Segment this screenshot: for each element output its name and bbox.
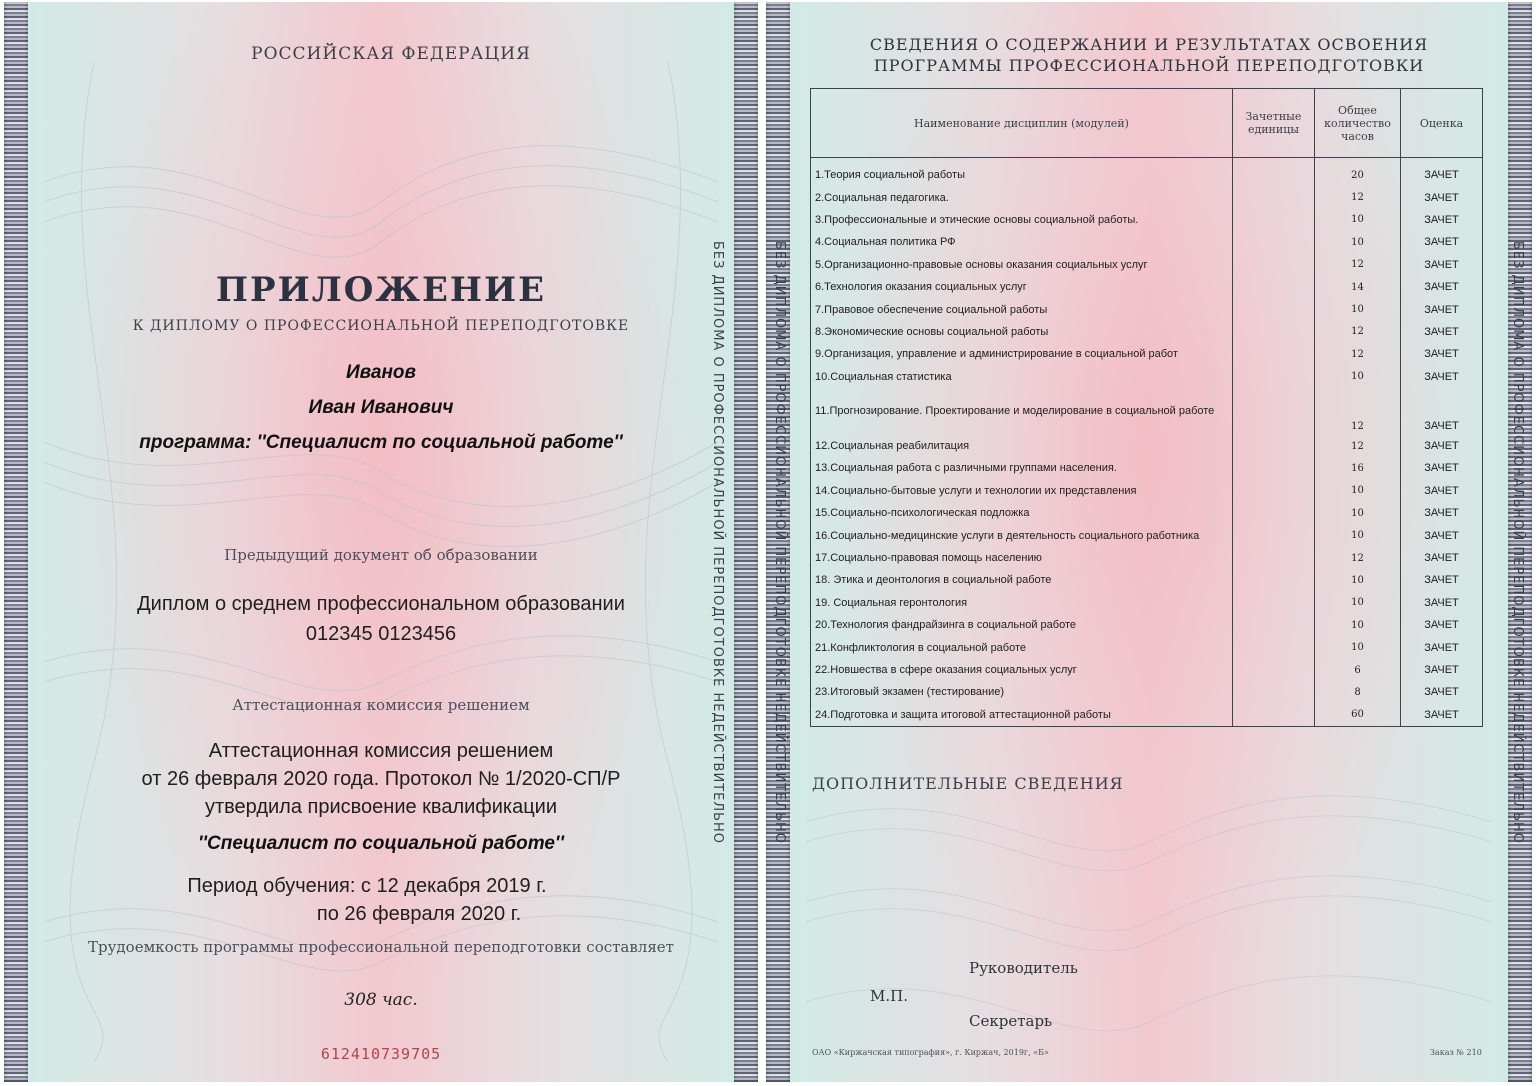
document-title: ПРИЛОЖЕНИЕ: [215, 270, 547, 310]
hours-cell: 10: [1315, 209, 1401, 231]
discipline-name-cell: 9.Организация, управление и администрирование в социальной работ: [811, 343, 1233, 365]
discipline-name-cell: 24.Подготовка и защита итоговой аттестационной работы: [811, 704, 1233, 727]
commission-label: Аттестационная комиссия решением: [232, 696, 530, 714]
document-subtitle: К ДИПЛОМУ О ПРОФЕССИОНАЛЬНОЙ ПЕРЕПОДГОТОВКЕ: [132, 318, 630, 334]
grade-cell: ЗАЧЕТ: [1401, 569, 1483, 591]
credits-cell: [1233, 186, 1315, 208]
credits-cell: [1233, 636, 1315, 658]
total-hours: 308 час.: [344, 990, 418, 1010]
credits-cell: [1233, 704, 1315, 727]
discipline-name-cell: 16.Социально-медицинские услуги в деятельность социального работника: [811, 524, 1233, 546]
hours-cell: 10: [1315, 480, 1401, 502]
credits-cell: [1233, 569, 1315, 591]
discipline-name-cell: 15.Социально-психологическая подложка: [811, 502, 1233, 524]
table-row: [811, 321, 1483, 343]
discipline-name-cell: 17.Социально-правовая помощь населению: [811, 547, 1233, 569]
credits-cell: [1233, 547, 1315, 569]
table-row: [811, 158, 1483, 187]
credits-cell: [1233, 435, 1315, 457]
hours-cell: 10: [1315, 592, 1401, 614]
grade-cell: ЗАЧЕТ: [1401, 659, 1483, 681]
discipline-name-cell: 11.Прогнозирование. Проектирование и моделирование в социальной работе: [811, 388, 1233, 435]
discipline-name-cell: 1.Теория социальной работы: [811, 158, 1233, 187]
discipline-name-cell: 23.Итоговый экзамен (тестирование): [811, 681, 1233, 703]
hours-cell: 10: [1315, 298, 1401, 320]
credits-cell: [1233, 388, 1315, 435]
credits-cell: [1233, 321, 1315, 343]
grade-cell: ЗАЧЕТ: [1401, 298, 1483, 320]
grade-cell: ЗАЧЕТ: [1401, 636, 1483, 658]
grade-cell: ЗАЧЕТ: [1401, 343, 1483, 365]
previous-document-number: 012345 0123456: [305, 623, 457, 645]
grade-cell: ЗАЧЕТ: [1401, 457, 1483, 479]
grade-cell: ЗАЧЕТ: [1401, 704, 1483, 727]
diploma-supplement-front-page: [4, 2, 758, 1082]
hours-cell: 14: [1315, 276, 1401, 298]
grade-cell: ЗАЧЕТ: [1401, 592, 1483, 614]
table-row: [811, 343, 1483, 365]
hours-cell: 8: [1315, 681, 1401, 703]
hours-cell: 10: [1315, 524, 1401, 546]
discipline-name-cell: 3.Профессиональные и этические основы социальной работы.: [811, 209, 1233, 231]
hours-cell: 10: [1315, 231, 1401, 253]
credits-cell: [1233, 276, 1315, 298]
credits-cell: [1233, 480, 1315, 502]
column-header-discipline: Наименование дисциплин (модулей): [811, 89, 1233, 158]
head-signature-label: Руководитель: [969, 959, 1078, 977]
grade-cell: ЗАЧЕТ: [1401, 158, 1483, 187]
qualification: ''Специалист по социальной работе'': [198, 833, 564, 854]
content-title-line-2: ПРОГРАММЫ ПРОФЕССИОНАЛЬНОЙ ПЕРЕПОДГОТОВКИ: [873, 56, 1425, 75]
hours-cell: 12: [1315, 321, 1401, 343]
table-row: [811, 254, 1483, 276]
table-row: [811, 231, 1483, 253]
hours-cell: 20: [1315, 158, 1401, 187]
table-row: [811, 614, 1483, 636]
stamp-place-label: М.П.: [870, 987, 908, 1005]
grade-cell: ЗАЧЕТ: [1401, 276, 1483, 298]
credits-cell: [1233, 659, 1315, 681]
credits-cell: [1233, 158, 1315, 187]
country-header: РОССИЙСКАЯ ФЕДЕРАЦИЯ: [251, 44, 531, 64]
grade-cell: ЗАЧЕТ: [1401, 524, 1483, 546]
credits-cell: [1233, 524, 1315, 546]
table-row: [811, 636, 1483, 658]
discipline-name-cell: 22.Новшества в сфере оказания социальных услуг: [811, 659, 1233, 681]
table-row: [811, 276, 1483, 298]
table-body: [811, 158, 1483, 727]
credits-cell: [1233, 366, 1315, 388]
side-validity-notice-right: БЕЗ ДИПЛОМА О ПРОФЕССИОНАЛЬНОЙ ПЕРЕПОДГОТОВКЕ НЕДЕЙСТВИТЕЛЬНО: [1510, 240, 1526, 844]
column-header-credits: Зачетные единицы: [1233, 89, 1315, 158]
content-title-line-1: СВЕДЕНИЯ О СОДЕРЖАНИИ И РЕЗУЛЬТАТАХ ОСВОЕНИЯ: [869, 35, 1429, 54]
discipline-name-cell: 21.Конфликтология в социальной работе: [811, 636, 1233, 658]
discipline-name-cell: 20.Технология фандрайзинга в социальной работе: [811, 614, 1233, 636]
hours-cell: 10: [1315, 569, 1401, 591]
holder-surname: Иванов: [345, 362, 417, 383]
hours-cell: 6: [1315, 659, 1401, 681]
previous-document-label: Предыдущий документ об образовании: [224, 546, 538, 564]
holder-given-names: Иван Иванович: [308, 397, 454, 418]
table-row: [811, 704, 1483, 727]
grade-cell: ЗАЧЕТ: [1401, 480, 1483, 502]
grade-cell: ЗАЧЕТ: [1401, 366, 1483, 388]
table-row: [811, 681, 1483, 703]
side-validity-notice: БЕЗ ДИПЛОМА О ПРОФЕССИОНАЛЬНОЙ ПЕРЕПОДГОТОВКЕ НЕДЕЙСТВИТЕЛЬНО: [710, 240, 726, 844]
discipline-name-cell: 18. Этика и деонтология в социальной работе: [811, 569, 1233, 591]
discipline-name-cell: 6.Технология оказания социальных услуг: [811, 276, 1233, 298]
commission-text-line-2: от 26 февраля 2020 года. Протокол № 1/2020-СП/Р: [141, 768, 621, 790]
grade-cell: ЗАЧЕТ: [1401, 547, 1483, 569]
table-row: [811, 186, 1483, 208]
side-validity-notice-left: БЕЗ ДИПЛОМА О ПРОФЕССИОНАЛЬНОЙ ПЕРЕПОДГОТОВКЕ НЕДЕЙСТВИТЕЛЬНО: [772, 240, 788, 844]
program-name: программа: ''Специалист по социальной работе'': [139, 432, 623, 453]
table-row: [811, 502, 1483, 524]
table-row: [811, 592, 1483, 614]
table-row: [811, 547, 1483, 569]
credits-cell: [1233, 231, 1315, 253]
discipline-name-cell: 12.Социальная реабилитация: [811, 435, 1233, 457]
table-row: [811, 569, 1483, 591]
credits-cell: [1233, 457, 1315, 479]
column-header-hours: Общее количество часов: [1315, 89, 1401, 158]
table-row: [811, 209, 1483, 231]
study-period-end: по 26 февраля 2020 г.: [316, 903, 522, 925]
hours-cell: 10: [1315, 614, 1401, 636]
discipline-name-cell: 2.Социальная педагогика.: [811, 186, 1233, 208]
grade-cell: ЗАЧЕТ: [1401, 435, 1483, 457]
credits-cell: [1233, 614, 1315, 636]
table-row: [811, 659, 1483, 681]
disciplines-table: [810, 88, 1483, 727]
left-ornamental-border: [4, 2, 28, 1082]
table-header-row: [811, 89, 1483, 158]
discipline-name-cell: 10.Социальная статистика: [811, 366, 1233, 388]
order-number: Заказ № 210: [1430, 1048, 1482, 1057]
grade-cell: ЗАЧЕТ: [1401, 209, 1483, 231]
credits-cell: [1233, 592, 1315, 614]
hours-cell: 12: [1315, 435, 1401, 457]
hours-cell: 10: [1315, 366, 1401, 388]
grade-cell: ЗАЧЕТ: [1401, 614, 1483, 636]
column-header-grade: Оценка: [1401, 89, 1483, 158]
grade-cell: ЗАЧЕТ: [1401, 681, 1483, 703]
grade-cell: ЗАЧЕТ: [1401, 502, 1483, 524]
credits-cell: [1233, 298, 1315, 320]
hours-cell: 12: [1315, 254, 1401, 276]
printer-imprint: ОАО «Киржачская типография», г. Киржач, 2019г, «Б»: [812, 1048, 1049, 1057]
table-row: [811, 435, 1483, 457]
previous-document-name: Диплом о среднем профессиональном образовании: [137, 593, 625, 615]
discipline-name-cell: 5.Организационно-правовые основы оказания социальных услуг: [811, 254, 1233, 276]
credits-cell: [1233, 681, 1315, 703]
grade-cell: ЗАЧЕТ: [1401, 231, 1483, 253]
discipline-name-cell: 7.Правовое обеспечение социальной работы: [811, 298, 1233, 320]
labor-intensity-label: Трудоемкость программы профессиональной переподготовки составляет: [88, 938, 674, 956]
credits-cell: [1233, 209, 1315, 231]
table-row: [811, 457, 1483, 479]
grade-cell: ЗАЧЕТ: [1401, 321, 1483, 343]
commission-text-line-1: Аттестационная комиссия решением: [208, 740, 554, 762]
table-row: [811, 388, 1483, 435]
hours-cell: 12: [1315, 186, 1401, 208]
hours-cell: 12: [1315, 343, 1401, 365]
additional-info-heading: ДОПОЛНИТЕЛЬНЫЕ СВЕДЕНИЯ: [812, 774, 1124, 793]
hours-cell: 60: [1315, 704, 1401, 727]
credits-cell: [1233, 254, 1315, 276]
discipline-name-cell: 14.Социально-бытовые услуги и технологии их представления: [811, 480, 1233, 502]
hours-cell: 12: [1315, 388, 1401, 435]
table-row: [811, 366, 1483, 388]
table-row: [811, 298, 1483, 320]
grade-cell: ЗАЧЕТ: [1401, 388, 1483, 435]
hours-cell: 12: [1315, 547, 1401, 569]
discipline-name-cell: 4.Социальная политика РФ: [811, 231, 1233, 253]
study-period-start: Период обучения: с 12 декабря 2019 г.: [187, 875, 547, 897]
commission-text-line-3: утвердила присвоение квалификации: [204, 796, 558, 818]
table-row: [811, 524, 1483, 546]
credits-cell: [1233, 343, 1315, 365]
grade-cell: ЗАЧЕТ: [1401, 186, 1483, 208]
table-row: [811, 480, 1483, 502]
secretary-signature-label: Секретарь: [969, 1012, 1053, 1030]
serial-number: 612410739705: [320, 1045, 442, 1063]
hours-cell: 10: [1315, 636, 1401, 658]
discipline-name-cell: 19. Социальная геронтология: [811, 592, 1233, 614]
grade-cell: ЗАЧЕТ: [1401, 254, 1483, 276]
diploma-supplement-content-page: [766, 2, 1532, 1082]
discipline-name-cell: 8.Экономические основы социальной работы: [811, 321, 1233, 343]
hours-cell: 16: [1315, 457, 1401, 479]
discipline-name-cell: 13.Социальная работа с различными группами населения.: [811, 457, 1233, 479]
credits-cell: [1233, 502, 1315, 524]
hours-cell: 10: [1315, 502, 1401, 524]
